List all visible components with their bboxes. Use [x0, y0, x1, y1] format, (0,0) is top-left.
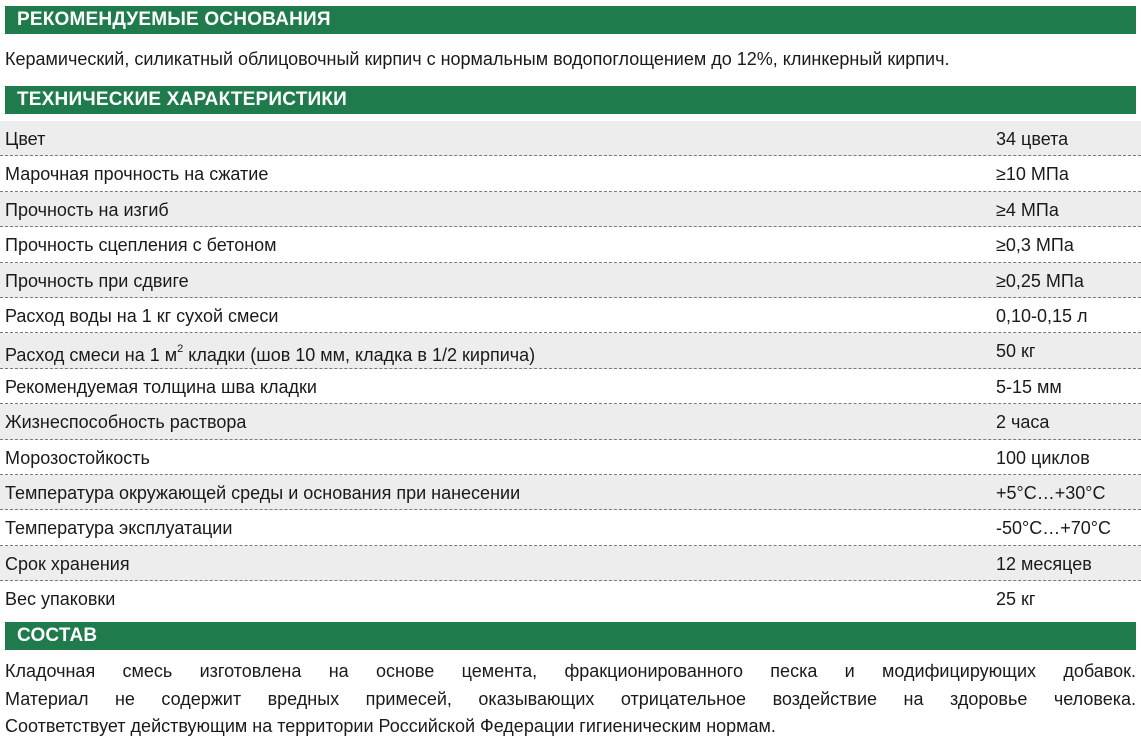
section-title-recommended-bases: РЕКОМЕНДУЕМЫЕ ОСНОВАНИЯ [5, 6, 1136, 34]
spec-name: Морозостойкость [5, 447, 150, 468]
composition-line: Материал не содержит вредных примесей, оказывающих отрицательное воздействие на здоровье человека. [5, 688, 1136, 709]
spec-value: 25 кг [996, 589, 1036, 610]
spec-value: +5°C…+30°C [996, 482, 1106, 503]
table-row [0, 510, 1141, 545]
spec-name: Температура эксплуатации [5, 518, 233, 539]
table-row [0, 546, 1141, 581]
spec-value: 5-15 мм [996, 376, 1062, 397]
table-row [0, 156, 1141, 191]
spec-value: ≥0,25 МПа [996, 270, 1084, 291]
section-title-composition: СОСТАВ [5, 622, 1136, 650]
spec-name [5, 333, 535, 373]
composition-line: Соответствует действующим на территории Российской Федерации гигиеническим нормам. [5, 716, 776, 736]
spec-value: 0,10-0,15 л [996, 305, 1088, 326]
table-row [0, 192, 1141, 227]
table-row [0, 227, 1141, 262]
spec-value: ≥4 МПа [996, 199, 1059, 220]
spec-name: Вес упаковки [5, 589, 116, 610]
table-row [0, 298, 1141, 333]
table-row [0, 475, 1141, 510]
spec-value: ≥0,3 МПа [996, 235, 1074, 256]
spec-value: 34 цвета [996, 129, 1069, 149]
superscript-two: 2 [177, 343, 184, 356]
spec-value: 2 часа [996, 412, 1050, 433]
spec-name: Прочность при сдвиге [5, 270, 189, 291]
spec-table [0, 121, 1141, 616]
spec-name: Срок хранения [5, 553, 130, 574]
recommended-bases-text: Керамический, силикатный облицовочный кирпич с нормальным водопоглощением до 12%, клинкерный кирпич. [5, 49, 950, 69]
spec-value: -50°C…+70°C [996, 518, 1111, 539]
spec-name: Расход воды на 1 кг сухой смеси [5, 305, 279, 326]
table-row [0, 404, 1141, 439]
spec-name: Марочная прочность на сжатие [5, 164, 269, 185]
spec-value: 50 кг [996, 341, 1036, 362]
spec-name: Прочность сцепления с бетоном [5, 235, 277, 256]
section-title-technical-specs: ТЕХНИЧЕСКИЕ ХАРАКТЕРИСТИКИ [5, 86, 1136, 114]
table-row [0, 581, 1141, 616]
table-row [0, 440, 1141, 475]
table-row [0, 333, 1141, 368]
spec-name-end: кладки (шов 10 мм, кладка в 1/2 кирпича) [183, 345, 536, 366]
spec-name: Температура окружающей среды и основания при нанесении [5, 482, 521, 503]
composition-text [5, 658, 1136, 741]
spec-name: Прочность на изгиб [5, 199, 169, 220]
spec-name: Жизнеспособность раствора [5, 412, 247, 433]
spec-value: 100 циклов [996, 447, 1090, 468]
spec-name: Рекомендуемая толщина шва кладки [5, 376, 317, 397]
composition-line: Кладочная смесь изготовлена на основе цемента, фракционированного песка и модифицирующих добавок. [5, 661, 1136, 681]
table-row [0, 369, 1141, 404]
table-row [0, 263, 1141, 298]
spec-value: 12 месяцев [996, 553, 1092, 574]
spec-value: ≥10 МПа [996, 164, 1069, 185]
spec-name: Цвет [5, 129, 46, 149]
spec-name-start: Расход смеси на 1 м [5, 345, 178, 366]
table-row [0, 121, 1141, 156]
